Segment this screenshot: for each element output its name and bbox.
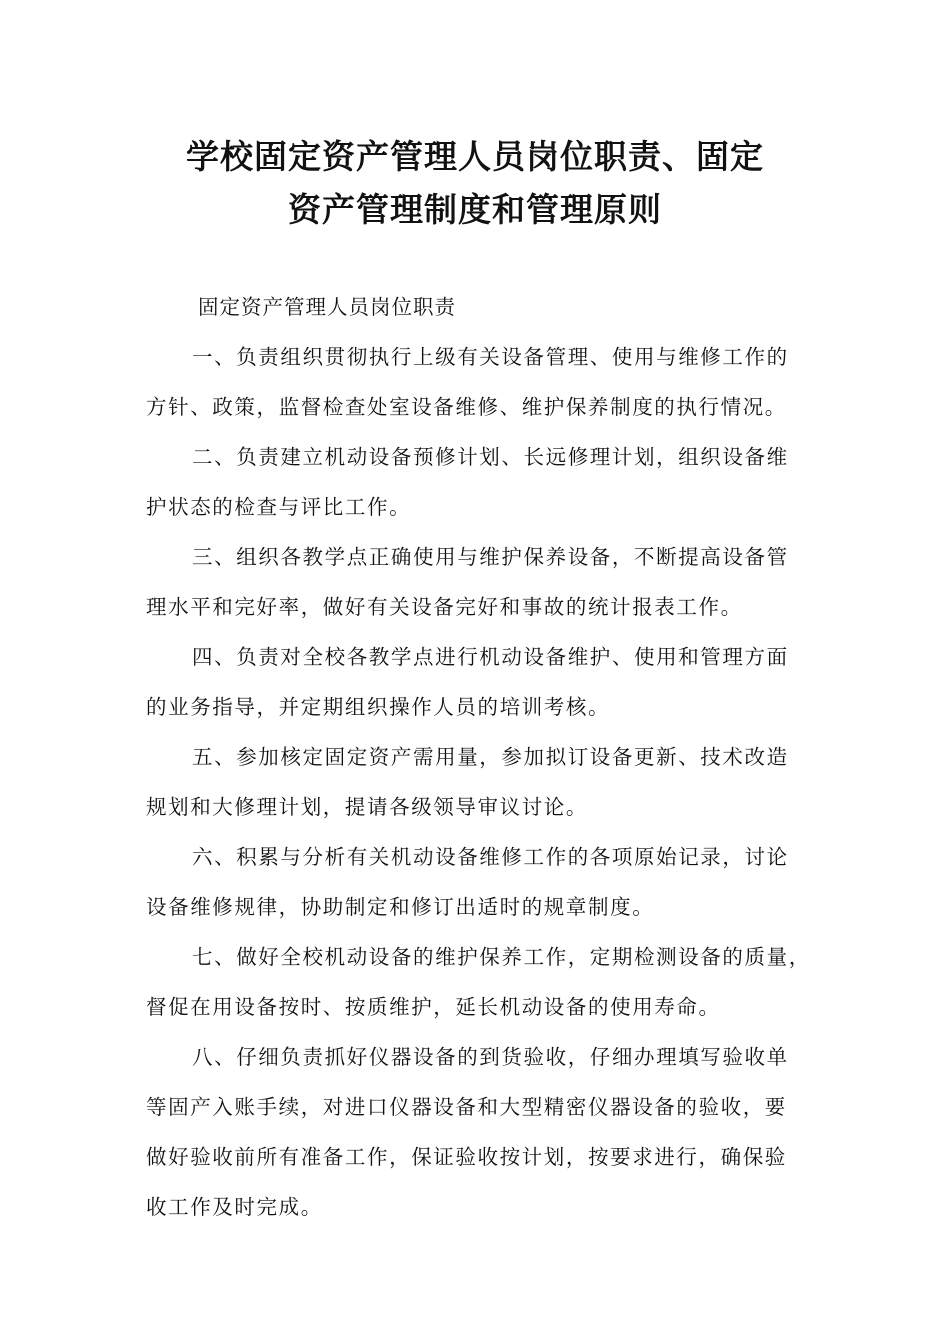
paragraph-line: 二、负责建立机动设备预修计划、长远修理计划，组织设备维 [192,445,789,469]
paragraph-line: 方针、政策，监督检查处室设备维修、维护保养制度的执行情况。 [146,395,787,419]
duty-item-4 [146,632,826,732]
paragraph-line: 五、参加核定固定资产需用量，参加拟订设备更新、技术改造 [192,745,789,769]
paragraph-line: 设备维修规律，协助制定和修订出适时的规章制度。 [146,895,655,919]
paragraph-line: 的业务指导，并定期组织操作人员的培训考核。 [146,695,611,719]
paragraph-line: 理水平和完好率，做好有关设备完好和事故的统计报表工作。 [146,595,743,619]
paragraph-line: 督促在用设备按时、按质维护，延长机动设备的使用寿命。 [146,995,721,1019]
paragraph-line: 规划和大修理计划，提请各级领导审议讨论。 [146,795,588,819]
section-heading: 固定资产管理人员岗位职责 [198,295,456,319]
duty-item-2 [146,432,826,532]
paragraph-line: 一、负责组织贯彻执行上级有关设备管理、使用与维修工作的 [192,345,789,369]
title-line: 学校固定资产管理人员岗位职责、固定 [186,137,764,176]
document-title [100,130,850,236]
paragraph-line: 三、组织各教学点正确使用与维护保养设备，不断提高设备管 [192,545,789,569]
duty-item-7 [146,932,826,1032]
paragraph-line: 等固产入账手续，对进口仪器设备和大型精密仪器设备的验收，要 [146,1095,787,1119]
title-line: 资产管理制度和管理原则 [288,190,662,229]
paragraph-line: 做好验收前所有准备工作，保证验收按计划，按要求进行，确保验 [146,1145,787,1169]
duty-item-6 [146,832,826,932]
duty-item-1 [146,332,826,432]
duty-item-5 [146,732,826,832]
duty-item-8 [146,1032,826,1232]
paragraph-line: 六、积累与分析有关机动设备维修工作的各项原始记录，讨论 [192,845,789,869]
paragraph-line: 四、负责对全校各教学点进行机动设备维护、使用和管理方面 [192,645,789,669]
duty-item-3 [146,532,826,632]
paragraph-line: 护状态的检查与评比工作。 [146,495,412,519]
document-body [146,282,826,1232]
paragraph-line: 收工作及时完成。 [146,1195,323,1219]
paragraph-line: 七、做好全校机动设备的维护保养工作，定期检测设备的质量， [192,945,811,969]
paragraph-line: 八、仔细负责抓好仪器设备的到货验收，仔细办理填写验收单 [192,1045,789,1069]
